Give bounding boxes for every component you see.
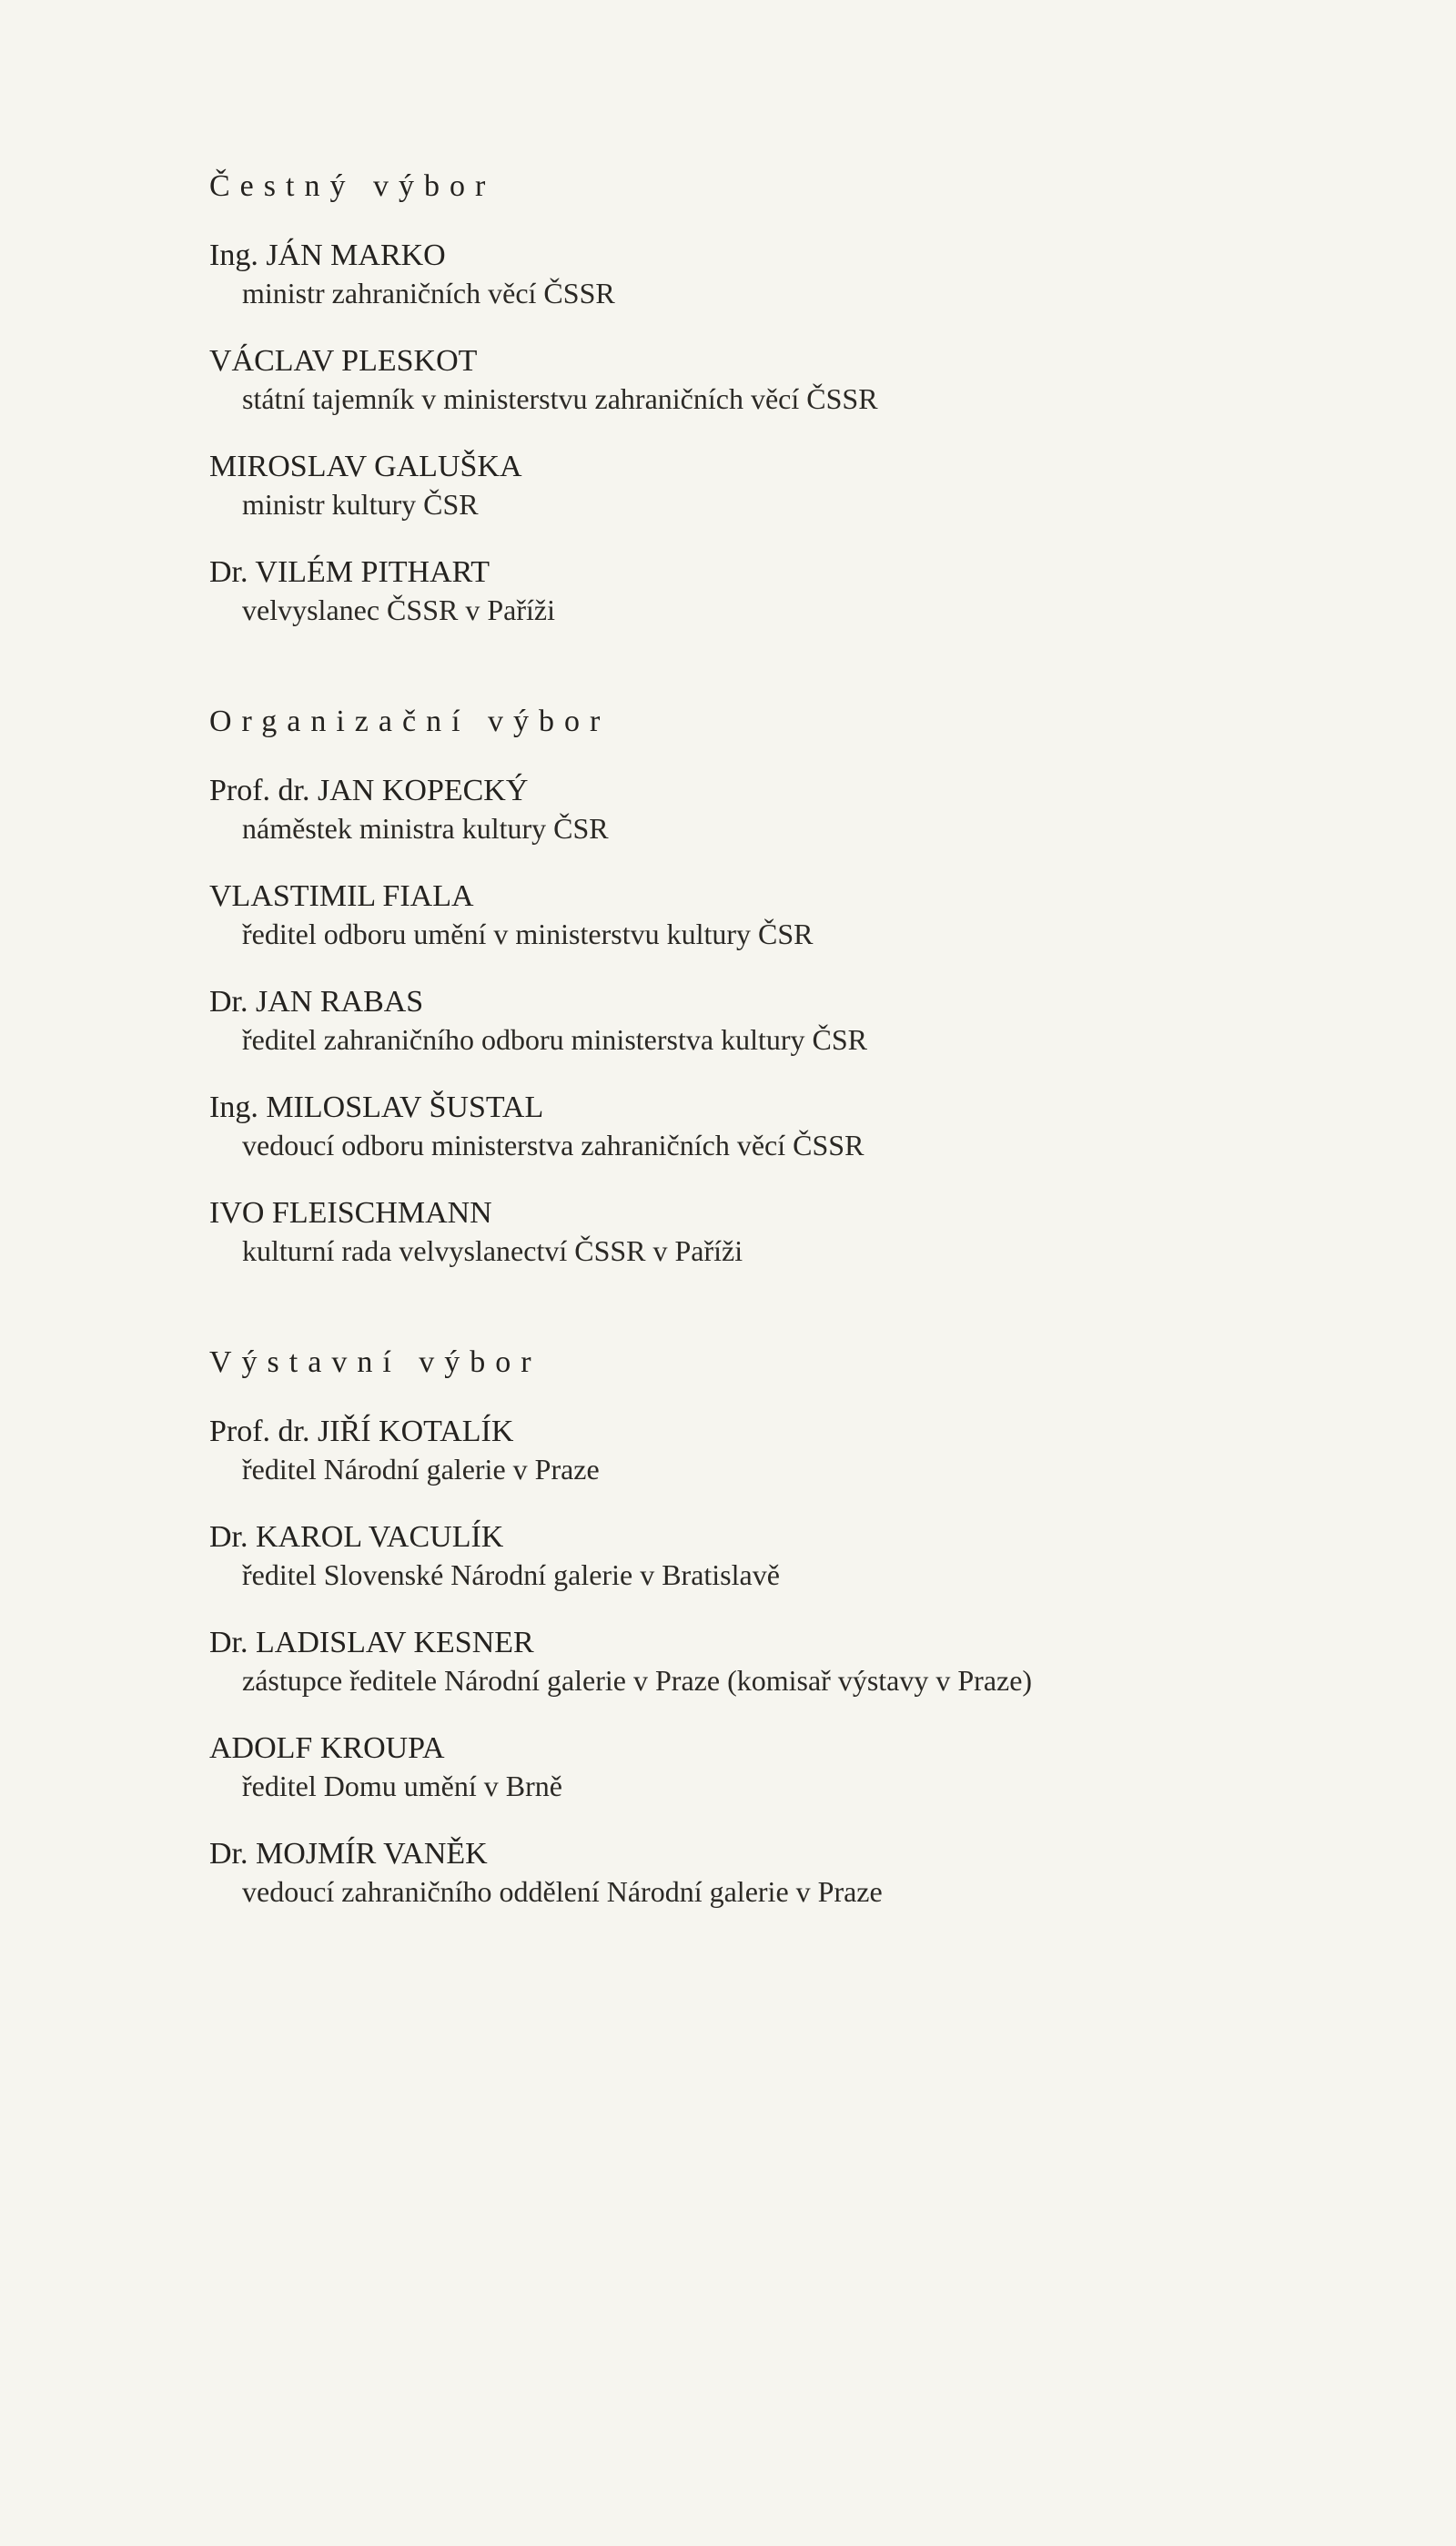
member-name: Ing. JÁN MARKO xyxy=(209,238,446,272)
member-name: Ing. MILOSLAV ŠUSTAL xyxy=(209,1090,544,1124)
committee-member xyxy=(209,1090,1392,1162)
member-role: ředitel Slovenské Národní galerie v Bratislavě xyxy=(242,1558,780,1591)
section-honorary-committee xyxy=(209,168,1392,627)
committee-member xyxy=(209,984,1392,1057)
member-role: velvyslanec ČSSR v Paříži xyxy=(242,593,555,626)
member-name: Dr. MOJMÍR VANĚK xyxy=(209,1837,488,1871)
member-name: VLASTIMIL FIALA xyxy=(209,879,474,913)
member-role: ředitel Domu umění v Brně xyxy=(242,1770,562,1802)
committee-member xyxy=(209,1519,1392,1592)
member-role: ministr kultury ČSR xyxy=(242,488,479,521)
committee-member xyxy=(209,554,1392,627)
member-name: Dr. LADISLAV KESNER xyxy=(209,1626,534,1659)
member-role: ředitel odboru umění v ministerstvu kultury ČSR xyxy=(242,918,814,950)
member-role: ředitel zahraničního odboru ministerstva kultury ČSR xyxy=(242,1023,867,1056)
member-name: Prof. dr. JIŘÍ KOTALÍK xyxy=(209,1415,514,1448)
committee-member xyxy=(209,449,1392,522)
member-name: Dr. KAROL VACULÍK xyxy=(209,1520,504,1554)
member-role: státní tajemník v ministerstvu zahraničních věcí ČSSR xyxy=(242,382,878,415)
member-name: Dr. VILÉM PITHART xyxy=(209,555,490,589)
section-heading: Čestný výbor xyxy=(209,169,496,203)
member-role: zástupce ředitele Národní galerie v Praze (komisař výstavy v Praze) xyxy=(242,1664,1033,1697)
committee-member xyxy=(209,1625,1392,1698)
section-heading: Organizační výbor xyxy=(209,705,611,738)
member-name: IVO FLEISCHMANN xyxy=(209,1196,492,1230)
committee-member xyxy=(209,1836,1392,1909)
member-role: ředitel Národní galerie v Praze xyxy=(242,1453,600,1486)
committee-member xyxy=(209,1414,1392,1486)
section-organizing-committee xyxy=(209,704,1392,1268)
member-name: Prof. dr. JAN KOPECKÝ xyxy=(209,774,529,807)
member-name: VÁCLAV PLESKOT xyxy=(209,344,478,378)
committee-member xyxy=(209,238,1392,310)
section-heading: Výstavní výbor xyxy=(209,1345,541,1379)
section-exhibition-committee xyxy=(209,1344,1392,1909)
committee-list xyxy=(209,168,1392,1985)
member-name: MIROSLAV GALUŠKA xyxy=(209,450,522,483)
member-name: ADOLF KROUPA xyxy=(209,1731,445,1765)
member-role: vedoucí odboru ministerstva zahraničních věcí ČSSR xyxy=(242,1129,864,1161)
committee-member xyxy=(209,773,1392,846)
member-role: kulturní rada velvyslanectví ČSSR v Paříži xyxy=(242,1234,743,1267)
member-role: ministr zahraničních věcí ČSSR xyxy=(242,277,615,309)
committee-member xyxy=(209,343,1392,416)
committee-member xyxy=(209,1730,1392,1803)
committee-member xyxy=(209,1195,1392,1268)
committee-member xyxy=(209,878,1392,951)
member-role: vedoucí zahraničního oddělení Národní galerie v Praze xyxy=(242,1875,883,1908)
member-name: Dr. JAN RABAS xyxy=(209,985,424,1019)
member-role: náměstek ministra kultury ČSR xyxy=(242,812,609,845)
